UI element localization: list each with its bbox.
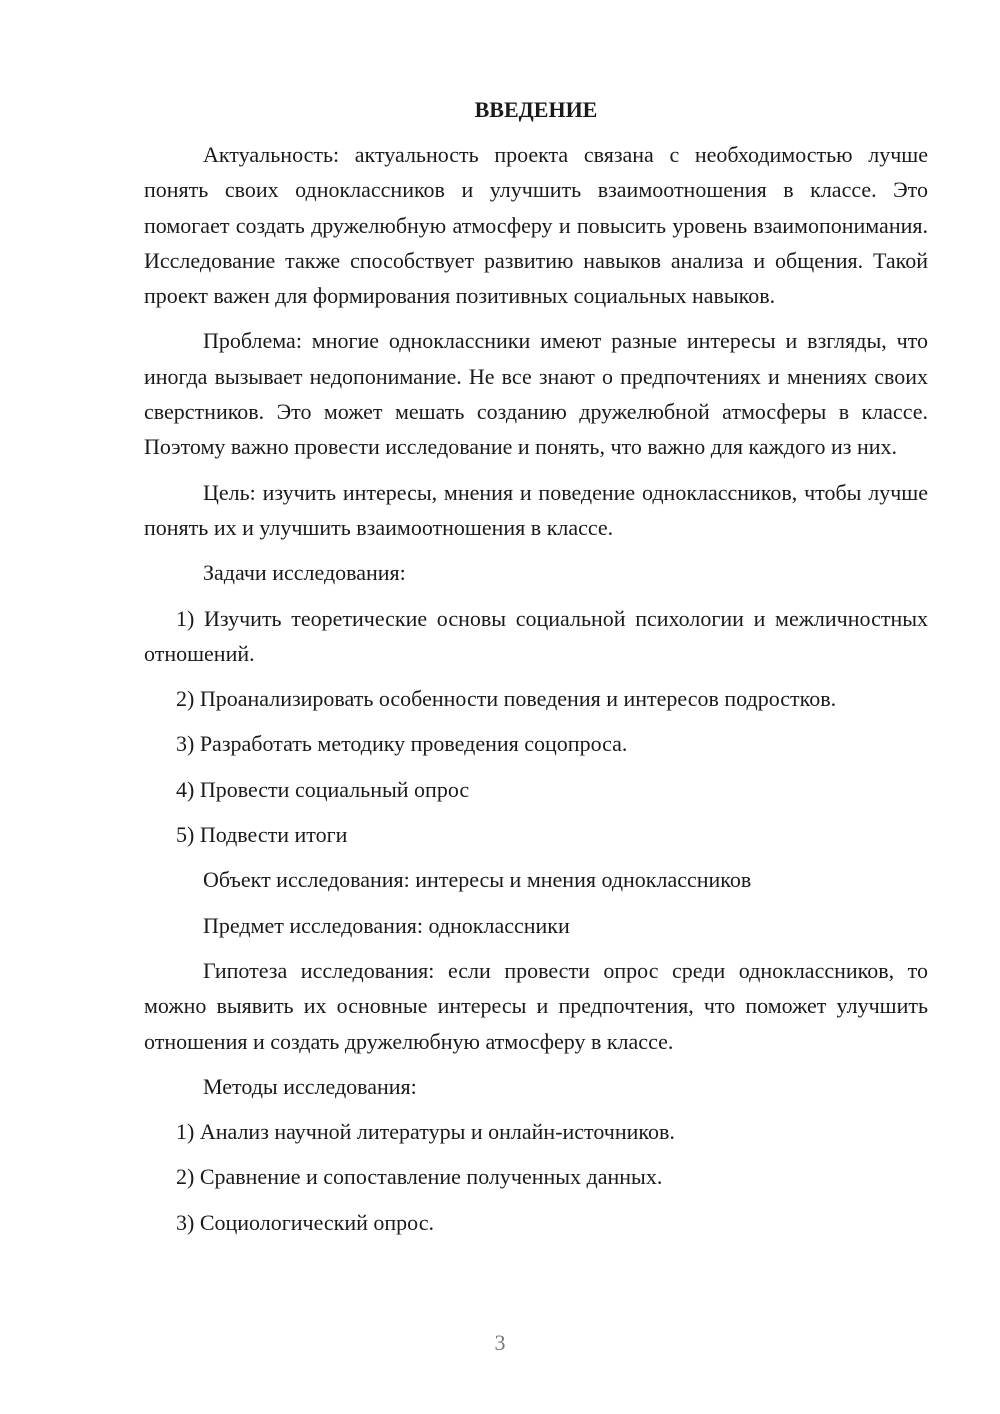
goal-paragraph: Цель: изучить интересы, мнения и поведение одноклассников, чтобы лучше понять их и улучшить взаимоотношения в классе. [144,479,928,540]
hypothesis-paragraph: Гипотеза исследования: если провести опрос среди одноклассников, то можно выявить их основные интересы и предпочтения, что поможет улучшить отношения и создать дружелюбную атмосферу в классе. [144,957,928,1054]
task-item-5: 5) Подвести итоги [176,822,348,848]
tasks-heading: Задачи исследования: [203,560,406,586]
method-item-1: 1) Анализ научной литературы и онлайн-источников. [176,1119,675,1145]
task-item-2: 2) Проанализировать особенности поведения и интересов подростков. [176,686,837,712]
section-title: ВВЕДЕНИЕ [474,97,598,122]
document-page [144,92,928,1250]
task-item-4: 4) Провести социальный опрос [176,776,470,802]
task-item-3: 3) Разработать методику проведения соцопроса. [176,731,628,757]
subject-paragraph: Предмет исследования: одноклассники [203,912,570,938]
method-item-3: 3) Социологический опрос. [176,1209,434,1235]
methods-heading: Методы исследования: [203,1073,417,1099]
problem-paragraph: Проблема: многие одноклассники имеют разные интересы и взгляды, что иногда вызывает недопонимание. Не все знают о предпочтениях и мнениях своих сверстников. Это может мешать созданию дружелюбной атмосферы в классе. Поэтому важно провести исследование и понять, что важно для каждого из них. [144,328,928,460]
object-paragraph: Объект исследования: интересы и мнения одноклассников [203,867,752,893]
page-number: 3 [494,1330,506,1355]
task-item-1: 1) Изучить теоретические основы социальной психологии и межличностных отношений. [144,605,928,666]
actuality-paragraph: Актуальность: актуальность проекта связана с необходимостью лучше понять своих одноклассников и улучшить взаимоотношения в классе. Это помогает создать дружелюбную атмосферу и повысить уровень взаимопонимания. Исследование также способствует развитию навыков анализа и общения. Такой проект важен для формирования позитивных социальных навыков. [144,142,928,309]
method-item-2: 2) Сравнение и сопоставление полученных данных. [176,1164,663,1190]
